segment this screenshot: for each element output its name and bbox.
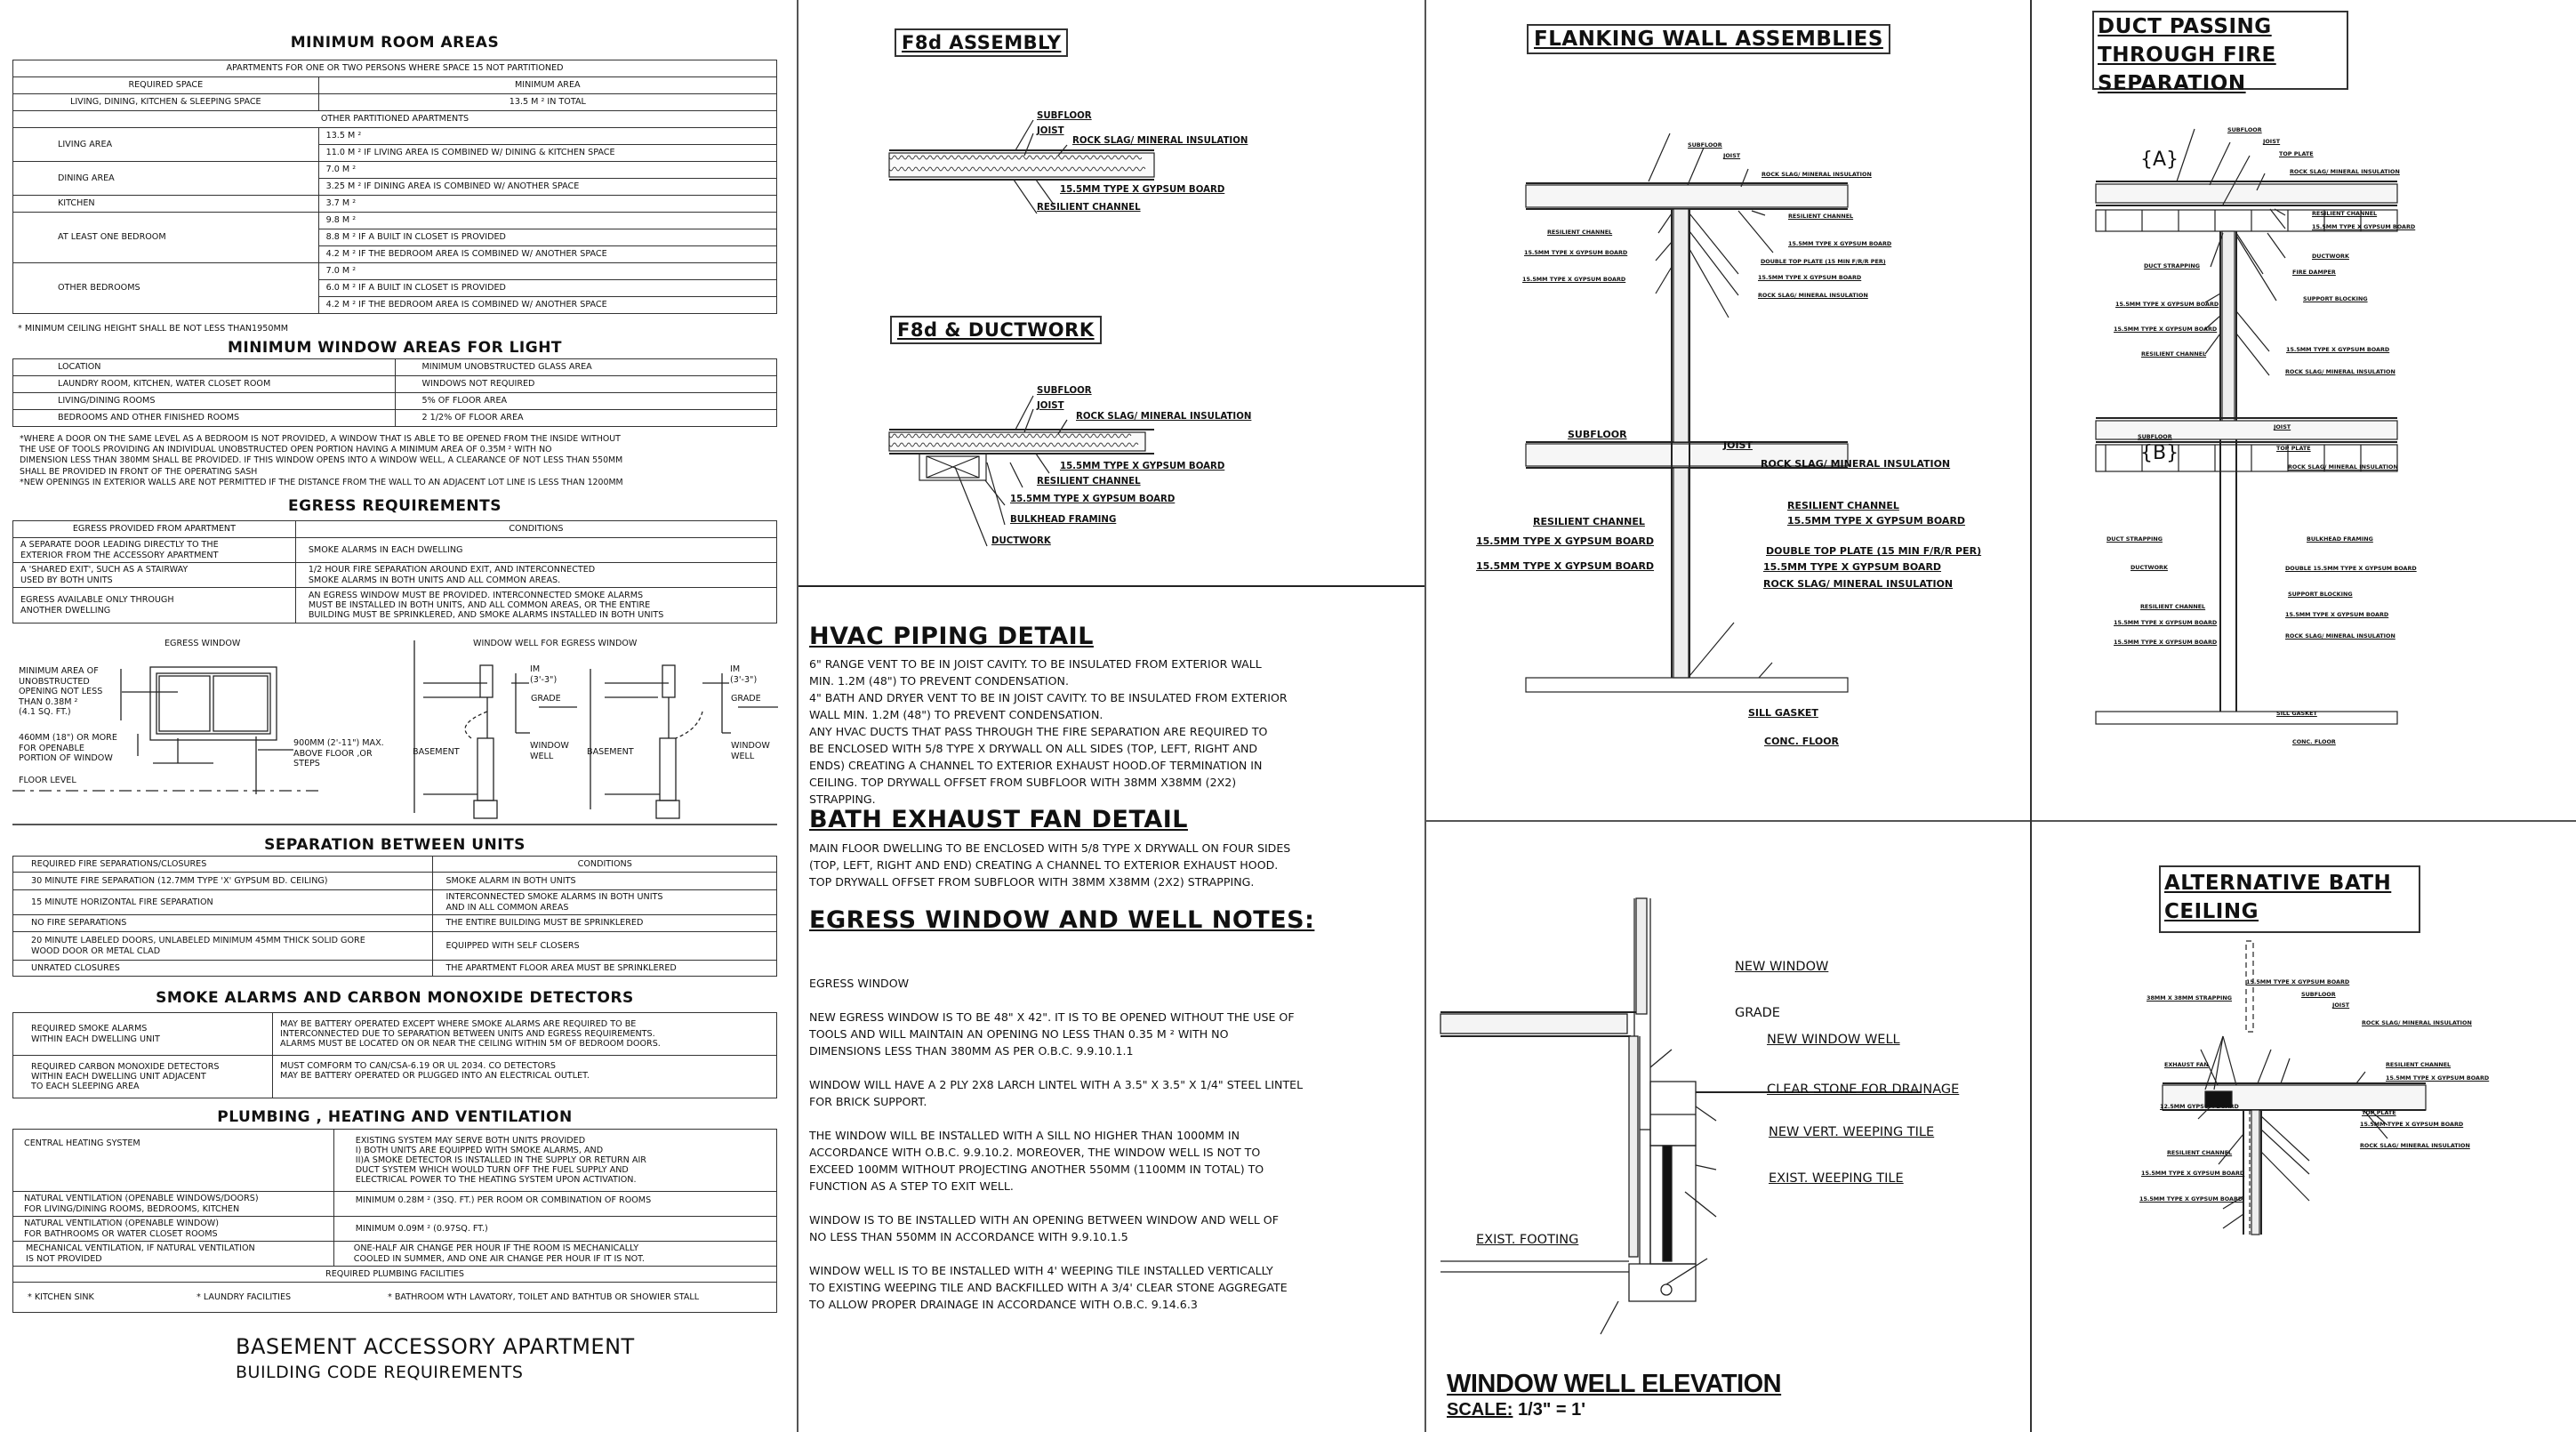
- duct-b-label: JOIST: [2274, 423, 2291, 430]
- room-areas-banner: APARTMENTS FOR ONE OR TWO PERSONS WHERE SPACE 15 NOT PARTITIONED: [13, 60, 777, 77]
- egress-note: WINDOW WILL HAVE A 2 PLY 2X8 LARCH LINTEL WITH A 3.5" X 3.5" X 1/4" STEEL LINTEL FOR BRICK SUPPORT.: [809, 1078, 1304, 1108]
- f8d-label: ROCK SLAG/ MINERAL INSULATION: [1072, 136, 1248, 146]
- room-areas-title: MINIMUM ROOM AREAS: [290, 34, 500, 52]
- separation-required: NO FIRE SEPARATIONS: [13, 915, 433, 932]
- well-label: GRADE: [1735, 1006, 1780, 1020]
- flank-upper-label: DOUBLE TOP PLATE (15 MIN F/R/R PER): [1761, 258, 1886, 265]
- duct-a-label: ROCK SLAG/ MINERAL INSULATION: [2290, 168, 2400, 175]
- duct-a-label: RESILIENT CHANNEL: [2141, 350, 2207, 358]
- plumbing-item: CENTRAL HEATING SYSTEM: [13, 1130, 334, 1192]
- flank-lower-label: ROCK SLAG/ MINERAL INSULATION: [1761, 458, 1951, 470]
- window-well-label: WINDOW WELL FOR EGRESS WINDOW: [473, 639, 638, 648]
- separation-table: [12, 856, 777, 977]
- well-label: NEW WINDOW WELL: [1767, 1033, 1900, 1047]
- grade-label-a: GRADE: [531, 694, 561, 704]
- separation-required: UNRATED CLOSURES: [13, 961, 433, 977]
- separation-condition: THE ENTIRE BUILDING MUST BE SPRINKLERED: [433, 915, 777, 932]
- well-label: NEW VERT. WEEPING TILE: [1769, 1125, 1935, 1139]
- duct-title-line: DUCT PASSING: [2098, 15, 2272, 38]
- room-area: 7.0 M ²: [318, 162, 776, 179]
- bath-label: ROCK SLAG/ MINERAL INSULATION: [2360, 1142, 2470, 1149]
- col-separation-conditions: CONDITIONS: [433, 857, 777, 873]
- flank-lower-label: JOIST: [1723, 439, 1753, 451]
- window-well-title: WINDOW WELL ELEVATION: [1447, 1370, 1782, 1398]
- flank-lower-label: DOUBLE TOP PLATE (15 MIN F/R/R PER): [1766, 545, 1982, 557]
- flank-lower-label: CONC. FLOOR: [1764, 736, 1840, 747]
- duct-b-label: DOUBLE 15.5MM TYPE X GYPSUM BOARD: [2285, 565, 2417, 572]
- col-minimum-area: MINIMUM AREA: [318, 77, 776, 94]
- col-required-space: REQUIRED SPACE: [13, 77, 319, 94]
- separation-condition: EQUIPPED WITH SELF CLOSERS: [433, 932, 777, 961]
- flank-upper-label: JOIST: [1723, 152, 1741, 159]
- smoke-alarms-title: SMOKE ALARMS AND CARBON MONOXIDE DETECTORS: [156, 989, 634, 1007]
- separation-condition: THE APARTMENT FLOOR AREA MUST BE SPRINKLERED: [433, 961, 777, 977]
- room-area: 3.7 M ²: [318, 196, 776, 213]
- duct-a-label: DUCTWORK: [2312, 253, 2349, 260]
- egress-provided: A SEPARATE DOOR LEADING DIRECTLY TO THE EXTERIOR FROM THE ACCESSORY APARTMENT: [13, 538, 296, 563]
- egress-notes-subtitle: EGRESS WINDOW: [809, 977, 910, 990]
- col-egress-conditions: CONDITIONS: [295, 521, 776, 538]
- sheet-divider-middle-h: [798, 585, 1424, 587]
- window-location: LIVING/DINING ROOMS: [13, 393, 396, 410]
- f8d-label: RESILIENT CHANNEL: [1037, 203, 1141, 213]
- duct-a-label: FIRE DAMPER: [2292, 269, 2336, 276]
- plumbing-title: PLUMBING , HEATING AND VENTILATION: [217, 1108, 573, 1126]
- flank-upper-label: 15.5MM TYPE X GYPSUM BOARD: [1524, 249, 1628, 256]
- grade-label-b: GRADE: [731, 694, 761, 704]
- room-space: AT LEAST ONE BEDROOM: [13, 213, 319, 263]
- egress-provided: A 'SHARED EXIT', SUCH AS A STAIRWAY USED BY BOTH UNITS: [13, 563, 296, 588]
- bath-label: 15.5MM TYPE X GYPSUM BOARD: [2360, 1121, 2464, 1128]
- sheet-title: BASEMENT ACCESSORY APARTMENT: [236, 1334, 635, 1359]
- facility-item: * BATHROOM WTH LAVATORY, TOILET AND BATHTUB OR SHOWIER STALL: [388, 1292, 700, 1303]
- duct-b-label: RESILIENT CHANNEL: [2140, 603, 2206, 610]
- duct-a-label: 15.5MM TYPE X GYPSUM BOARD: [2312, 223, 2416, 230]
- window-areas-title: MINIMUM WINDOW AREAS FOR LIGHT: [227, 339, 563, 357]
- duct-b-label: SUBFLOOR: [2138, 433, 2172, 440]
- duct-b-label: CONC. FLOOR: [2292, 738, 2336, 745]
- egress-condition: 1/2 HOUR FIRE SEPARATION AROUND EXIT, AND INTERCONNECTED SMOKE ALARMS IN BOTH UNITS AND ALL COMMON AREAS.: [295, 563, 776, 588]
- bath-label: RESILIENT CHANNEL: [2386, 1061, 2452, 1068]
- f8d-label: JOIST: [1037, 126, 1064, 136]
- f8d-ductwork-title: F8d & DUCTWORK: [890, 316, 1102, 344]
- duct-title-line: THROUGH FIRE: [2098, 44, 2276, 67]
- sheet-divider-left: [797, 0, 798, 1432]
- room-area: 3.25 M ² IF DINING AREA IS COMBINED W/ ANOTHER SPACE: [318, 179, 776, 196]
- flank-lower-label: 15.5MM TYPE X GYPSUM BOARD: [1787, 515, 1966, 527]
- well-label: EXIST. WEEPING TILE: [1769, 1171, 1904, 1186]
- flank-lower-label: ROCK SLAG/ MINERAL INSULATION: [1763, 578, 1954, 590]
- egress-note: WINDOW WELL IS TO BE INSTALLED WITH 4' WEEPING TILE INSTALLED VERTICALLY TO EXISTING WEEPING TILE AND BACKFILLED WITH A 3/4' CLEAR STONE AGGREGATE TO ALLOW PROPER DRAINAGE IN ACCORDANCE WITH O.B.C. 9.14.6.3: [809, 1264, 1288, 1311]
- f8d-ductwork-drawing: [889, 427, 1245, 551]
- window-notes: *WHERE A DOOR ON THE SAME LEVEL AS A BEDROOM IS NOT PROVIDED, A WINDOW THAT IS ABLE TO BE OPENED FROM THE INSIDE WITHOUT THE USE OF TOOLS PROVIDING AN INDIVIDUAL UNOBSTRUCTED OPEN PORTION HAVING A MINIMUM AREA OF 0.35M ² WITH NO DIMENSION LESS THAN 380MM SHALL BE PROVIDED. IF THIS WINDOW OPENS INTO A WINDOW WELL, A CLEARANCE OF NOT LESS THAN 550MM SHALL BE PROVIDED IN FRONT OF THE OPERATING SASH *NEW OPENINGS IN EXTERIOR WALLS ARE NOT PERMITTED IF THE DISTANCE FROM THE WALL TO AN ADJACENT LOT LINE IS LESS THAN 1200MM: [20, 434, 623, 487]
- flank-upper-label: ROCK SLAG/ MINERAL INSULATION: [1761, 171, 1872, 178]
- f8d-duct-label: ROCK SLAG/ MINERAL INSULATION: [1076, 412, 1252, 422]
- plumbing-condition: MINIMUM 0.28M ² (3SQ. FT.) PER ROOM OR COMBINATION OF ROOMS: [333, 1192, 776, 1217]
- duct-b-label: 15.5MM TYPE X GYPSUM BOARD: [2285, 611, 2389, 618]
- well-label: CLEAR STONE FOR DRAINAGE: [1767, 1082, 1960, 1097]
- window-glass: WINDOWS NOT REQUIRED: [395, 376, 777, 393]
- well-label: EXIST. FOOTING: [1476, 1233, 1579, 1247]
- egress-window-drawing: [0, 623, 791, 827]
- plumbing-facilities-banner: REQUIRED PLUMBING FACILITIES: [13, 1267, 777, 1283]
- bath-ceiling-title: [2159, 865, 2420, 933]
- basement-label-b: BASEMENT: [587, 747, 634, 757]
- smoke-requirement: REQUIRED SMOKE ALARMS WITHIN EACH DWELLING UNIT: [13, 1013, 273, 1056]
- bath-label: 15.5MM TYPE X GYPSUM BOARD: [2246, 978, 2350, 986]
- bath-label: EXHAUST FAN: [2164, 1061, 2209, 1068]
- duct-a-label: RESILIENT CHANNEL: [2312, 210, 2378, 217]
- room-space: DINING AREA: [13, 162, 319, 196]
- plumbing-item: NATURAL VENTILATION (OPENABLE WINDOW) FOR BATHROOMS OR WATER CLOSET ROOMS: [13, 1217, 334, 1242]
- scale-value: 1/3" = 1': [1518, 1400, 1585, 1420]
- hvac-title: HVAC PIPING DETAIL: [809, 623, 1094, 650]
- bath-label: ROCK SLAG/ MINERAL INSULATION: [2362, 1019, 2472, 1026]
- bath-title-line: CEILING: [2164, 900, 2259, 923]
- egress-note: WINDOW IS TO BE INSTALLED WITH AN OPENING BETWEEN WINDOW AND WELL OF NO LESS THAN 550MM IN ACCORDANCE WITH 9.9.10.1.5: [809, 1213, 1279, 1243]
- window-well-label-b: WINDOW WELL: [731, 741, 770, 761]
- flanking-drawing: [1423, 178, 2036, 783]
- f8d-assembly-title: F8d ASSEMBLY: [895, 28, 1068, 57]
- duct-a-label: ROCK SLAG/ MINERAL INSULATION: [2285, 368, 2395, 375]
- window-well-drawing: [1440, 863, 2027, 1254]
- bath-fan-title: BATH EXHAUST FAN DETAIL: [809, 806, 1188, 833]
- f8d-duct-label: 15.5MM TYPE X GYPSUM BOARD: [1060, 462, 1225, 471]
- col-required-separations: REQUIRED FIRE SEPARATIONS/CLOSURES: [13, 857, 433, 873]
- bath-label: 15.5MM TYPE X GYPSUM BOARD: [2386, 1074, 2490, 1082]
- egress-table: [12, 520, 777, 623]
- egress-note: THE WINDOW WILL BE INSTALLED WITH A SILL NO HIGHER THAN 1000MM IN ACCORDANCE WITH O.B.C. 9.9.10.2. MOREOVER, THE WINDOW WELL IS NOT TO EXCEED 100MM WITHOUT PROJECTING ANOTHER 550MM (1100MM IN TOTAL) TO FUNCTION AS A STEP TO EXIT WELL.: [809, 1129, 1264, 1193]
- bath-label: TOP PLATE: [2362, 1109, 2396, 1116]
- facility-item: * KITCHEN SINK: [28, 1292, 94, 1303]
- room-area: 4.2 M ² IF THE BEDROOM AREA IS COMBINED W/ ANOTHER SPACE: [318, 297, 776, 314]
- separation-required: 15 MINUTE HORIZONTAL FIRE SEPARATION: [13, 890, 433, 915]
- room-area: 13.5 M ²: [318, 128, 776, 145]
- duct-b-label: BULKHEAD FRAMING: [2307, 535, 2373, 543]
- bath-fan-text: MAIN FLOOR DWELLING TO BE ENCLOSED WITH 5/8 TYPE X DRYWALL ON FOUR SIDES (TOP, LEFT, RIGHT AND END) CREATING A CHANNEL TO EXTERIOR EXHAUST HOOD. TOP DRYWALL OFFSET FROM SUBFLOOR WITH 38MM X38MM (2X2) STRAPPING.: [809, 841, 1291, 889]
- duct-b-label: SUPPORT BLOCKING: [2288, 591, 2353, 598]
- dim-1m-label-b: IM (3'-3"): [730, 664, 758, 685]
- sheet-divider-right-h: [1426, 820, 2576, 822]
- max-height-label: 900MM (2'-11") MAX. ABOVE FLOOR ,OR STEPS: [293, 738, 384, 768]
- bath-title-line: ALTERNATIVE BATH: [2164, 872, 2392, 895]
- plumbing-item: MECHANICAL VENTILATION, IF NATURAL VENTILATION IS NOT PROVIDED: [13, 1242, 334, 1267]
- well-label: NEW WINDOW: [1735, 960, 1829, 974]
- egress-provided: EGRESS AVAILABLE ONLY THROUGH ANOTHER DWELLING: [13, 588, 296, 623]
- flank-lower-label: 15.5MM TYPE X GYPSUM BOARD: [1476, 560, 1655, 572]
- scale-label: SCALE:: [1447, 1400, 1513, 1420]
- flank-upper-label: ROCK SLAG/ MINERAL INSULATION: [1758, 292, 1868, 299]
- flank-upper-label: 15.5MM TYPE X GYPSUM BOARD: [1788, 240, 1892, 247]
- bath-label: 15.5MM TYPE X GYPSUM BOARD: [2139, 1195, 2243, 1203]
- plumbing-condition: EXISTING SYSTEM MAY SERVE BOTH UNITS PROVIDED I) BOTH UNITS ARE EQUIPPED WITH SMOKE ALARMS, AND II)A SMOKE DETECTOR IS INSTALLED IN THE SUPPLY OR RETURN AIR DUCT SYSTEM WHICH WOULD TURN OFF THE FUEL SUPPLY AND ELECTRICAL POWER TO THE HEATING SYSTEM UPON ACTIVATION.: [333, 1130, 776, 1192]
- f8d-duct-label: 15.5MM TYPE X GYPSUM BOARD: [1010, 495, 1176, 504]
- egress-window-label: EGRESS WINDOW: [165, 639, 241, 648]
- col-egress-provided: EGRESS PROVIDED FROM APARTMENT: [13, 521, 296, 538]
- duct-a-label: 15.5MM TYPE X GYPSUM BOARD: [2286, 346, 2390, 353]
- f8d-duct-label: DUCTWORK: [991, 536, 1051, 546]
- duct-b-label: 15.5MM TYPE X GYPSUM BOARD: [2114, 619, 2218, 626]
- flank-lower-label: SILL GASKET: [1748, 707, 1818, 719]
- duct-a-label: JOIST: [2263, 138, 2281, 145]
- f8d-label: SUBFLOOR: [1037, 111, 1092, 121]
- bath-label: 38MM X 38MM STRAPPING: [2147, 994, 2232, 1002]
- egress-note: NEW EGRESS WINDOW IS TO BE 48" X 42". IT IS TO BE OPENED WITHOUT THE USE OF TOOLS AND WILL MAINTAIN AN OPENING NO LESS THAN 0.35 M ² WITH NO DIMENSIONS LESS THAN 380MM AS PER O.B.C. 9.9.10.1.1: [809, 1010, 1295, 1058]
- bath-label: SUBFLOOR: [2301, 991, 2336, 998]
- flank-lower-label: 15.5MM TYPE X GYPSUM BOARD: [1763, 561, 1942, 573]
- room-area: 4.2 M ² IF THE BEDROOM AREA IS COMBINED W/ ANOTHER SPACE: [318, 246, 776, 263]
- duct-b-label: DUCTWORK: [2131, 564, 2168, 571]
- plumbing-condition: MINIMUM 0.09M ² (0.97SQ. FT.): [333, 1217, 776, 1242]
- openable-label: 460MM (18") OR MORE FOR OPENABLE PORTION OF WINDOW: [19, 733, 117, 763]
- duct-passing-title: [2092, 11, 2348, 95]
- col-location: LOCATION: [13, 359, 396, 376]
- col-glass-area: MINIMUM UNOBSTRUCTED GLASS AREA: [395, 359, 777, 376]
- f8d-duct-label: JOIST: [1037, 401, 1064, 411]
- flanking-title: FLANKING WALL ASSEMBLIES: [1527, 24, 1890, 54]
- duct-b-label: ROCK SLAG/ MINERAL INSULATION: [2288, 463, 2398, 471]
- egress-notes-title: EGRESS WINDOW AND WELL NOTES:: [809, 906, 1315, 934]
- room-space: OTHER BEDROOMS: [13, 263, 319, 314]
- plumbing-table: [12, 1129, 777, 1313]
- separation-condition: INTERCONNECTED SMOKE ALARMS IN BOTH UNITS AND IN ALL COMMON AREAS: [433, 890, 777, 915]
- window-location: LAUNDRY ROOM, KITCHEN, WATER CLOSET ROOM: [13, 376, 396, 393]
- flank-lower-label: SUBFLOOR: [1568, 429, 1627, 440]
- duct-b-label: DUCT STRAPPING: [2107, 535, 2163, 543]
- bath-label: 12.5MM GYPSUM BOARD: [2160, 1103, 2239, 1110]
- combined-space: LIVING, DINING, KITCHEN & SLEEPING SPACE: [13, 94, 319, 111]
- duct-title-line: SEPARATION: [2098, 72, 2246, 95]
- smoke-alarms-table: [12, 1012, 777, 1098]
- facility-item: * LAUNDRY FACILITIES: [197, 1292, 292, 1303]
- duct-b-label: TOP PLATE: [2276, 445, 2311, 452]
- duct-a-label: DUCT STRAPPING: [2144, 262, 2200, 270]
- window-location: BEDROOMS AND OTHER FINISHED ROOMS: [13, 410, 396, 427]
- flank-upper-label: SUBFLOOR: [1688, 141, 1722, 149]
- separation-condition: SMOKE ALARM IN BOTH UNITS: [433, 873, 777, 890]
- smoke-condition: MUST COMFORM TO CAN/CSA-6.19 OR UL 2034. CO DETECTORS MAY BE BATTERY OPERATED OR PLUGGED INTO AN ELECTRICAL OUTLET.: [273, 1056, 777, 1098]
- duct-a-label: 15.5MM TYPE X GYPSUM BOARD: [2115, 301, 2219, 308]
- egress-condition: SMOKE ALARMS IN EACH DWELLING: [295, 538, 776, 563]
- separation-title: SEPARATION BETWEEN UNITS: [264, 836, 526, 854]
- duct-a-label: 15.5MM TYPE X GYPSUM BOARD: [2114, 326, 2218, 333]
- duct-a-label: SUBFLOOR: [2227, 126, 2262, 133]
- room-space: LIVING AREA: [13, 128, 319, 162]
- egress-title: EGRESS REQUIREMENTS: [288, 497, 502, 515]
- separation-required: 30 MINUTE FIRE SEPARATION (12.7MM TYPE 'X' GYPSUM BD. CEILING): [13, 873, 433, 890]
- window-glass: 2 1/2% OF FLOOR AREA: [395, 410, 777, 427]
- duct-a-label: SUPPORT BLOCKING: [2303, 295, 2368, 302]
- bath-label: 15.5MM TYPE X GYPSUM BOARD: [2141, 1170, 2245, 1177]
- flank-upper-label: RESILIENT CHANNEL: [1547, 229, 1613, 236]
- duct-b-label: SILL GASKET: [2276, 710, 2317, 717]
- plumbing-condition: ONE-HALF AIR CHANGE PER HOUR IF THE ROOM IS MECHANICALLY COOLED IN SUMMER, AND ONE AIR CHANGE PER HOUR IF IT IS NOT.: [333, 1242, 776, 1267]
- hvac-text: 6" RANGE VENT TO BE IN JOIST CAVITY. TO BE INSULATED FROM EXTERIOR WALL MIN. 1.2M (48") TO PREVENT CONDENSATION. 4" BATH AND DRYER VENT TO BE IN JOIST CAVITY. TO BE INSULATED FROM EXTERIOR WALL MIN. 1.2M (48") TO PREVENT CONDENSATION. ANY HVAC DUCTS THAT PASS THROUGH THE FIRE SEPARATION ARE REQUIRED TO BE ENCLOSED WITH 5/8 TYPE X DRYWALL ON ALL SIDES (TOP, LEFT, RIGHT AND ENDS) CREATING A CHANNEL TO EXTERIOR EXHAUST HOOD.OF TERMINATION IN CEILING. TOP DRYWALL OFFSET FROM SUBFLOOR WITH 38MM X38MM (2X2) STRAPPING.: [809, 657, 1288, 806]
- room-area: 11.0 M ² IF LIVING AREA IS COMBINED W/ DINING & KITCHEN SPACE: [318, 145, 776, 162]
- bath-label: JOIST: [2332, 1002, 2350, 1009]
- duct-passing-drawing: [2081, 178, 2436, 783]
- smoke-condition: MAY BE BATTERY OPERATED EXCEPT WHERE SMOKE ALARMS ARE REQUIRED TO BE INTERCONNECTED DUE TO SEPARATION BETWEEN UNITS AND EGRESS REQUIREMENTS. ALARMS MUST BE LOCATED ON OR NEAR THE CEILING WITHIN 5M OF BEDROOM DOORS.: [273, 1013, 777, 1056]
- dim-1m-label-a: IM (3'-3"): [530, 664, 558, 685]
- mark-a: {A}: [2140, 149, 2179, 171]
- f8d-duct-label: SUBFLOOR: [1037, 386, 1092, 396]
- room-area: 6.0 M ² IF A BUILT IN CLOSET IS PROVIDED: [318, 280, 776, 297]
- duct-b-label: ROCK SLAG/ MINERAL INSULATION: [2285, 632, 2395, 640]
- mark-b: {B}: [2140, 442, 2179, 464]
- min-area-label: MINIMUM AREA OF UNOBSTRUCTED OPENING NOT LESS THAN 0.38M ² (4.1 SQ. FT.): [19, 666, 103, 717]
- flank-lower-label: 15.5MM TYPE X GYPSUM BOARD: [1476, 535, 1655, 547]
- window-areas-table: [12, 358, 777, 427]
- scale-row: [1447, 1400, 1585, 1420]
- room-space: KITCHEN: [13, 196, 319, 213]
- egress-condition: AN EGRESS WINDOW MUST BE PROVIDED. INTERCONNECTED SMOKE ALARMS MUST BE INSTALLED IN BOTH UNITS, AND ALL COMMON AREAS, OR THE ENTIRE BUILDING MUST BE SPRINKLERED, AND SMOKE ALARMS INSTALLED IN BOTH UNITS: [295, 588, 776, 623]
- basement-label-a: BASEMENT: [413, 747, 460, 757]
- window-well-label-a: WINDOW WELL: [530, 741, 569, 761]
- separation-required: 20 MINUTE LABELED DOORS, UNLABELED MINIMUM 45MM THICK SOLID GORE WOOD DOOR OR METAL CLAD: [13, 932, 433, 961]
- room-areas-table: [12, 60, 777, 314]
- f8d-label: 15.5MM TYPE X GYPSUM BOARD: [1060, 185, 1225, 195]
- smoke-requirement: REQUIRED CARBON MONOXIDE DETECTORS WITHIN EACH DWELLING UNIT ADJACENT TO EACH SLEEPING AREA: [13, 1056, 273, 1098]
- floor-level-label: FLOOR LEVEL: [19, 776, 76, 785]
- flank-upper-label: RESILIENT CHANNEL: [1788, 213, 1854, 220]
- flank-upper-label: 15.5MM TYPE X GYPSUM BOARD: [1758, 274, 1862, 281]
- room-area: 8.8 M ² IF A BUILT IN CLOSET IS PROVIDED: [318, 229, 776, 246]
- flank-upper-label: 15.5MM TYPE X GYPSUM BOARD: [1522, 276, 1626, 283]
- bath-label: RESILIENT CHANNEL: [2167, 1149, 2233, 1156]
- f8d-duct-label: BULKHEAD FRAMING: [1010, 515, 1117, 525]
- ceiling-height-note: * MINIMUM CEILING HEIGHT SHALL BE NOT LESS THAN1950MM: [18, 324, 289, 334]
- window-glass: 5% OF FLOOR AREA: [395, 393, 777, 410]
- flank-lower-label: RESILIENT CHANNEL: [1533, 516, 1645, 527]
- combined-area: 13.5 M ² IN TOTAL: [318, 94, 776, 111]
- plumbing-item: NATURAL VENTILATION (OPENABLE WINDOWS/DOORS) FOR LIVING/DINING ROOMS, BEDROOMS, KITCHEN: [13, 1192, 334, 1217]
- flank-lower-label: RESILIENT CHANNEL: [1787, 500, 1899, 511]
- duct-a-label: TOP PLATE: [2279, 150, 2314, 157]
- partitioned-banner: OTHER PARTITIONED APARTMENTS: [13, 111, 777, 128]
- room-area: 9.8 M ²: [318, 213, 776, 229]
- sheet-subtitle: BUILDING CODE REQUIREMENTS: [236, 1363, 524, 1382]
- room-area: 7.0 M ²: [318, 263, 776, 280]
- f8d-duct-label: RESILIENT CHANNEL: [1037, 477, 1141, 487]
- duct-b-label: 15.5MM TYPE X GYPSUM BOARD: [2114, 639, 2218, 646]
